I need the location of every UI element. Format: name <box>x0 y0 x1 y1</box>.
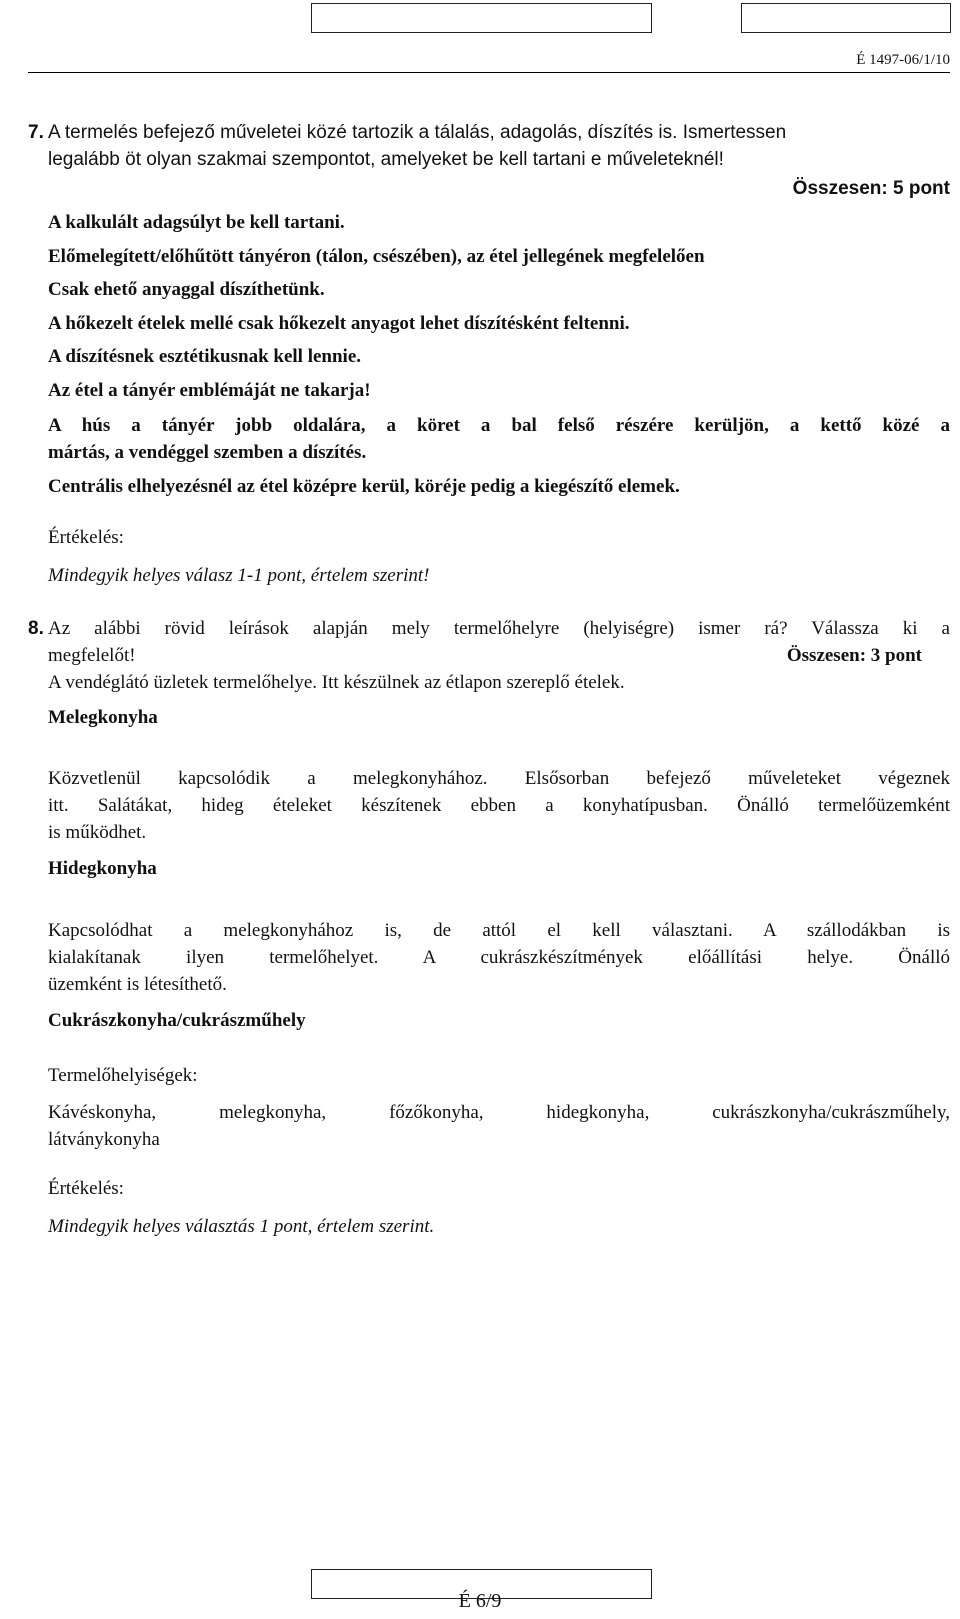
q8-answer-2: Hidegkonyha <box>48 858 157 879</box>
q8-places-line2: látványkonyha <box>48 1129 160 1150</box>
q8-description-2-line2: itt. Salátákat, hideg ételeket készítenek ebben a konyhatípusban. Önálló termelőüzemként <box>48 795 950 816</box>
q8-description-1: A vendéglátó üzletek termelőhelye. Itt készülnek az étlapon szereplő ételek. <box>48 672 625 693</box>
q8-places-line1: Kávéskonyha, melegkonyha, főzőkonyha, hidegkonyha, cukrászkonyha/cukrászműhely, <box>48 1102 950 1123</box>
question-8-number: 8. <box>28 618 44 639</box>
q7-answer-6: Az étel a tányér emblémáját ne takarja! <box>48 380 371 401</box>
page-number: É 6/9 <box>458 1590 502 1612</box>
q7-answer-7b: mártás, a vendéggel szemben a díszítés. <box>48 442 367 463</box>
question-8-text-line2: megfelelőt! <box>48 645 136 666</box>
question-7-text-line2: legalább öt olyan szakmai szempontot, amelyeket be kell tartani e műveleteknél! <box>48 149 724 170</box>
q7-evaluation-label: Értékelés: <box>48 527 124 548</box>
question-7-text-line1: A termelés befejező műveletei közé tartozik a tálalás, adagolás, díszítés is. Ismertessen <box>48 122 787 143</box>
q8-description-3-line1: Kapcsolódhat a melegkonyhához is, de attól el kell választani. A szállodákban is <box>48 920 950 941</box>
q7-answer-5: A díszítésnek esztétikusnak kell lennie. <box>48 346 361 367</box>
q8-places-label: Termelőhelyiségek: <box>48 1065 198 1086</box>
q7-answer-2: Előmelegített/előhűtött tányéron (tálon, csészében), az étel jellegének megfelelően <box>48 246 705 267</box>
q8-answer-3: Cukrászkonyha/cukrászműhely <box>48 1010 306 1031</box>
question-8-total: Összesen: 3 pont <box>786 645 922 666</box>
q7-answer-7a: A hús a tányér jobb oldalára, a köret a bal felső részére kerüljön, a kettő közé a <box>48 415 950 436</box>
question-7-number: 7. <box>28 122 44 143</box>
question-7-total: Összesen: 5 pont <box>792 178 950 199</box>
q7-answer-8: Centrális elhelyezésnél az étel középre kerül, köréje pedig a kiegészítő elemek. <box>48 476 680 497</box>
q8-description-2-line3: is működhet. <box>48 822 147 843</box>
q7-answer-3: Csak ehető anyaggal díszíthetünk. <box>48 279 325 300</box>
q8-description-3-line2: kialakítanak ilyen termelőhelyet. A cukrászkészítmények előállítási helye. Önálló <box>48 947 950 968</box>
header-box-right <box>741 3 951 33</box>
q8-description-2-line1: Közvetlenül kapcsolódik a melegkonyhához. Elsősorban befejező műveleteket végeznek <box>48 768 950 789</box>
header-rule <box>28 72 950 73</box>
q7-answer-4: A hőkezelt ételek mellé csak hőkezelt anyagot lehet díszítésként feltenni. <box>48 313 630 334</box>
q8-description-3-line3: üzemként is létesíthető. <box>48 974 227 995</box>
q7-answer-1: A kalkulált adagsúlyt be kell tartani. <box>48 212 345 233</box>
q7-evaluation-text: Mindegyik helyes válasz 1-1 pont, értelem szerint! <box>48 565 430 586</box>
q8-evaluation-text: Mindegyik helyes választás 1 pont, értelem szerint. <box>48 1216 435 1237</box>
q8-answer-1: Melegkonyha <box>48 707 158 728</box>
question-8-text-line1: Az alábbi rövid leírások alapján mely termelőhelyre (helyiségre) ismer rá? Válassza ki a <box>48 618 950 639</box>
q8-evaluation-label: Értékelés: <box>48 1178 124 1199</box>
header-box-left <box>311 3 652 33</box>
document-code: É 1497-06/1/10 <box>856 52 950 68</box>
